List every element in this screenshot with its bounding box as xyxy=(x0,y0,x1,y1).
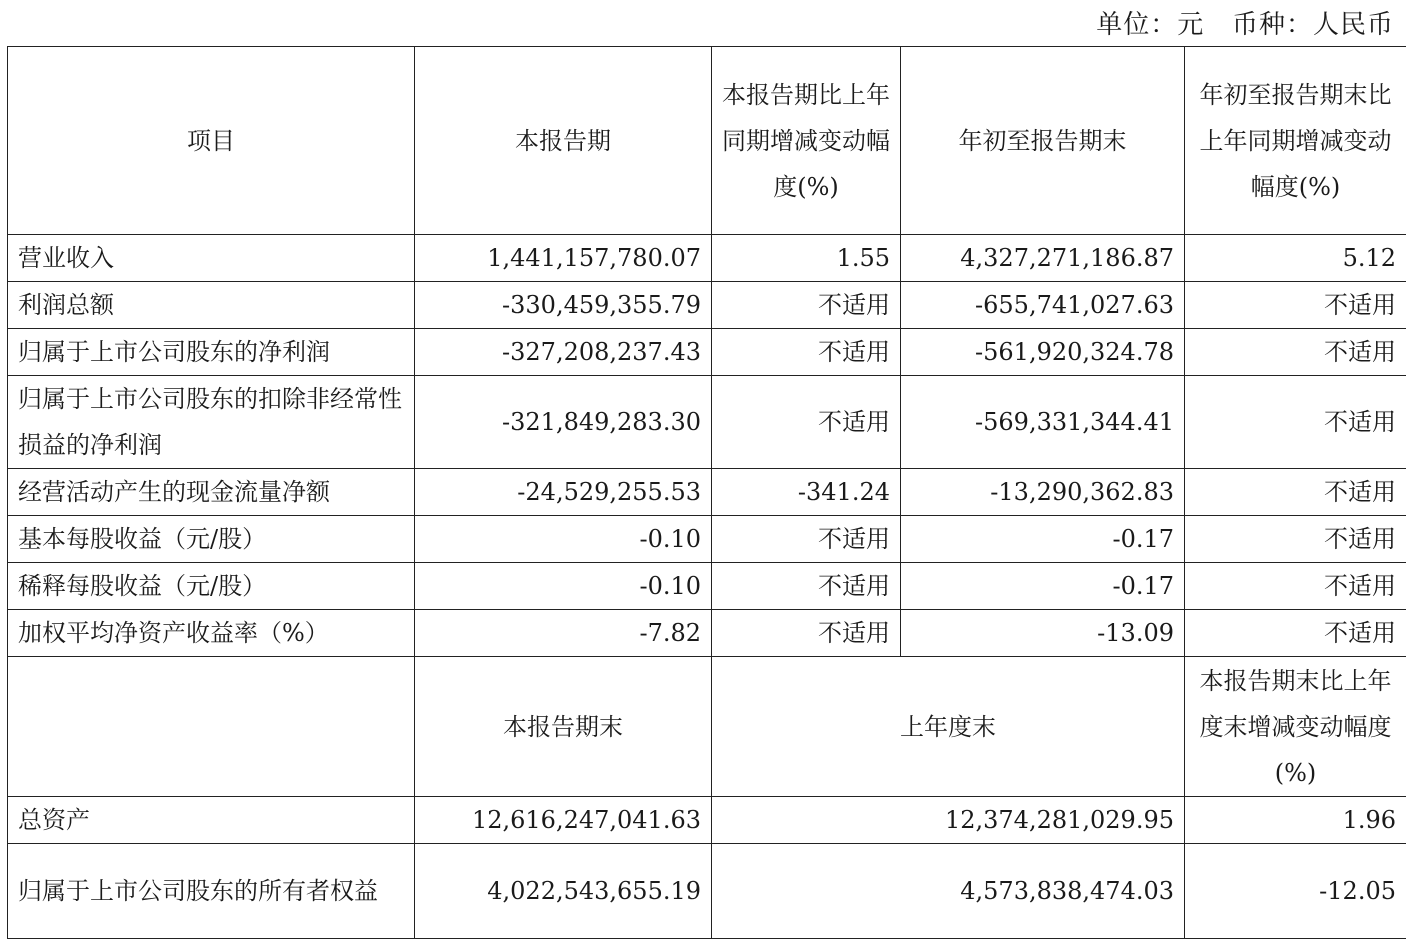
row-label: 基本每股收益（元/股） xyxy=(8,516,415,563)
cell-period-end: 4,022,543,655.19 xyxy=(415,844,712,939)
cell-current-change: 1.55 xyxy=(712,235,901,282)
cell-current-change: 不适用 xyxy=(712,563,901,610)
row-label: 归属于上市公司股东的所有者权益 xyxy=(8,844,415,939)
table-row xyxy=(8,610,1406,657)
cell-current-change: 不适用 xyxy=(712,610,901,657)
row-label: 经营活动产生的现金流量净额 xyxy=(8,469,415,516)
cell-ytd-change: 不适用 xyxy=(1185,516,1406,563)
cell-balance-change: -12.05 xyxy=(1185,844,1406,939)
table-row xyxy=(8,516,1406,563)
cell-current: -24,529,255.53 xyxy=(415,469,712,516)
row-label: 归属于上市公司股东的净利润 xyxy=(8,329,415,376)
cell-ytd: -569,331,344.41 xyxy=(901,376,1185,469)
header-period-end: 本报告期末 xyxy=(415,657,712,797)
table-row xyxy=(8,235,1406,282)
row-label: 利润总额 xyxy=(8,282,415,329)
cell-current: -321,849,283.30 xyxy=(415,376,712,469)
cell-ytd-change: 不适用 xyxy=(1185,469,1406,516)
cell-balance-change: 1.96 xyxy=(1185,797,1406,844)
table-row xyxy=(8,469,1406,516)
cell-current-change: 不适用 xyxy=(712,516,901,563)
cell-ytd: -13,290,362.83 xyxy=(901,469,1185,516)
row-label: 加权平均净资产收益率（%） xyxy=(8,610,415,657)
cell-current-change: -341.24 xyxy=(712,469,901,516)
table-row xyxy=(8,329,1406,376)
row-label: 总资产 xyxy=(8,797,415,844)
cell-ytd-change: 不适用 xyxy=(1185,282,1406,329)
cell-ytd-change: 5.12 xyxy=(1185,235,1406,282)
cell-ytd-change: 不适用 xyxy=(1185,563,1406,610)
table-row xyxy=(8,282,1406,329)
header-ytd-change: 年初至报告期末比上年同期增减变动幅度(%) xyxy=(1185,47,1406,235)
unit-currency-note: 单位：元 币种：人民币 xyxy=(1096,10,1394,40)
cell-current: -330,459,355.79 xyxy=(415,282,712,329)
cell-ytd-change: 不适用 xyxy=(1185,329,1406,376)
cell-ytd: -0.17 xyxy=(901,516,1185,563)
cell-prev-year-end: 12,374,281,029.95 xyxy=(712,797,1185,844)
cell-current: -7.82 xyxy=(415,610,712,657)
header-prev-year-end: 上年度末 xyxy=(712,657,1185,797)
cell-ytd: -0.17 xyxy=(901,563,1185,610)
row-label: 归属于上市公司股东的扣除非经常性损益的净利润 xyxy=(8,376,415,469)
cell-current: 1,441,157,780.07 xyxy=(415,235,712,282)
cell-current-change: 不适用 xyxy=(712,329,901,376)
cell-ytd-change: 不适用 xyxy=(1185,376,1406,469)
cell-ytd: -655,741,027.63 xyxy=(901,282,1185,329)
row-label: 营业收入 xyxy=(8,235,415,282)
cell-current-change: 不适用 xyxy=(712,282,901,329)
header-current-change: 本报告期比上年同期增减变动幅度(%) xyxy=(712,47,901,235)
header-blank xyxy=(8,657,415,797)
header-current-period: 本报告期 xyxy=(415,47,712,235)
financial-data-table xyxy=(7,46,1406,939)
cell-period-end: 12,616,247,041.63 xyxy=(415,797,712,844)
cell-current: -0.10 xyxy=(415,516,712,563)
header-row-balance xyxy=(8,657,1406,797)
cell-ytd: -13.09 xyxy=(901,610,1185,657)
table-row xyxy=(8,844,1406,939)
cell-current-change: 不适用 xyxy=(712,376,901,469)
header-item: 项目 xyxy=(8,47,415,235)
table-row xyxy=(8,376,1406,469)
cell-ytd-change: 不适用 xyxy=(1185,610,1406,657)
table-row xyxy=(8,797,1406,844)
table-row xyxy=(8,563,1406,610)
header-balance-change: 本报告期末比上年度末增减变动幅度(%) xyxy=(1185,657,1406,797)
header-row xyxy=(8,47,1406,235)
cell-current: -327,208,237.43 xyxy=(415,329,712,376)
cell-current: -0.10 xyxy=(415,563,712,610)
cell-ytd: -561,920,324.78 xyxy=(901,329,1185,376)
cell-ytd: 4,327,271,186.87 xyxy=(901,235,1185,282)
header-ytd: 年初至报告期末 xyxy=(901,47,1185,235)
cell-prev-year-end: 4,573,838,474.03 xyxy=(712,844,1185,939)
row-label: 稀释每股收益（元/股） xyxy=(8,563,415,610)
